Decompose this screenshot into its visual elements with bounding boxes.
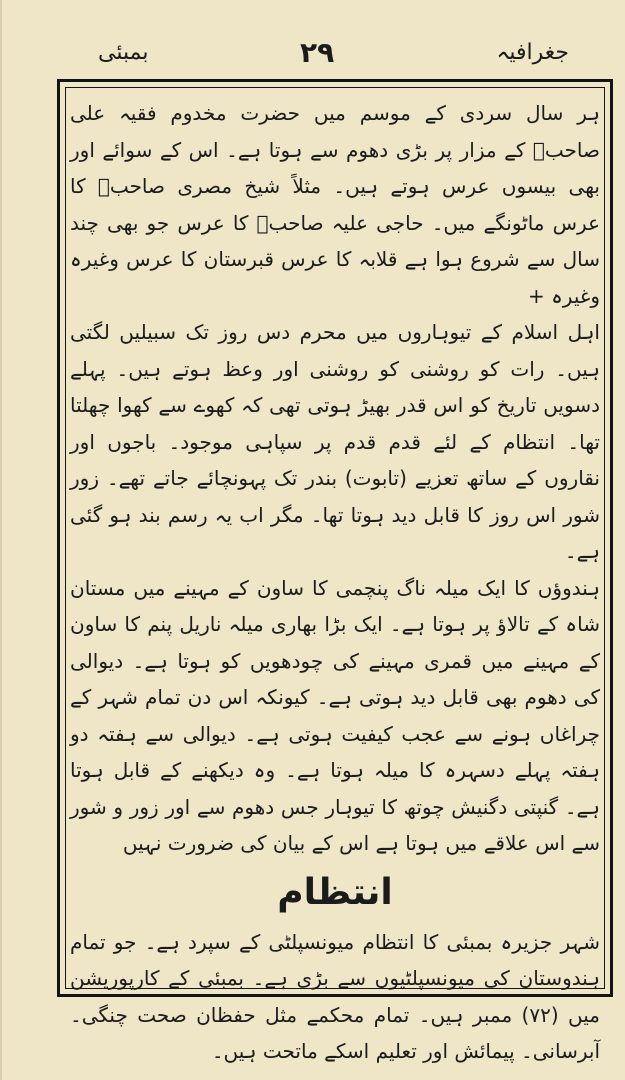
paragraph-hindu-festivals: ہندوؤں کا ایک میلہ ناگ پنچمی کا ساون کے مہینے میں مستان شاہ کے تالاؤ پر ہوتا ہے۔ ایک بڑا بھاری میلہ ناریل پنم کا ساون کے مہینے میں قمری مہینے کی چودھویں کو ہوتا ہے۔ دیوالی کی دھوم بھی قابل دید ہوتی ہے۔ کیونکہ اس دن تمام شہر کے چراغاں ہونے سے عجب کیفیت ہوتی ہے۔ دیوالی سے ہفتہ دو ہفتہ پہلے دسہرہ کا میلہ ہوتا ہے۔ وہ دیکھنے کے قابل ہوتا ہے۔ گنپتی دگنیش چوتھ کا تیوہار جس دھوم سے اور زور و شور سے اس علاقے میں ہوتا ہے اس کے بیان کی ضرورت نہیں — [63, 575, 600, 855]
paragraph-administration: شہر جزیرہ بمبئی کا انتظام میونسپلٹی کے سپرد ہے۔ جو تمام ہندوستان کی میونسپلٹیوں سے بڑی ہے۔ بمبئی کے کارپوریشن میں (۷۲) ممبر ہیں۔ تمام محکمے مثل حفظان صحت چنگی۔ آبرسانی۔ پیمائش اور تعلیم اسکے ماتحت ہیں۔ — [63, 929, 600, 1063]
paragraph-urs: ہر سال سردی کے موسم میں حضرت مخدوم فقیہ علی صاحبؒ کے مزار پر بڑی دھوم سے ہوتا ہے۔ اس کے سوائے اور بھی بیسوں عرس ہوتے ہیں۔ مثلاً شیخ مصری صاحبؒ کا عرس ماٹونگے میں۔ حاجی علیہ صاحبؒ کا عرس جو بھی چند سال سے شروع ہوا ہے قلابہ کا عرس قبرستان کا عرس وغیرہ وغیرہ + — [63, 101, 600, 308]
page-body — [63, 95, 600, 1063]
page-header — [2, 36, 625, 76]
header-subject: جغرافیہ — [496, 40, 569, 65]
section-heading: انتظام — [277, 871, 393, 913]
header-city: بمبئی — [98, 40, 149, 65]
paragraph-muharram: اہل اسلام کے تیوہاروں میں محرم دس روز تک سبیلیں لگتی ہیں۔ رات کو روشنی کو روشنی اور وعظ ہوتے ہیں۔ پہلے دسویں تاریخ کو اس قدر بھیڑ ہوتی تھی کہ کھوے سے کھوا چھلتا تھا۔ انتظام کے لئے قدم قدم پر سپاہی موجود۔ باجوں اور نقاروں کے ساتھ تعزیے (تابوت) بندر تک پہونچائے جاتے تھے۔ زور شور اس روز کا قابل دید ہوتا تھا۔ مگر اب یہ رسم بند ہو گئی ہے۔ — [63, 320, 600, 563]
page-number: ۲۹ — [300, 36, 335, 69]
